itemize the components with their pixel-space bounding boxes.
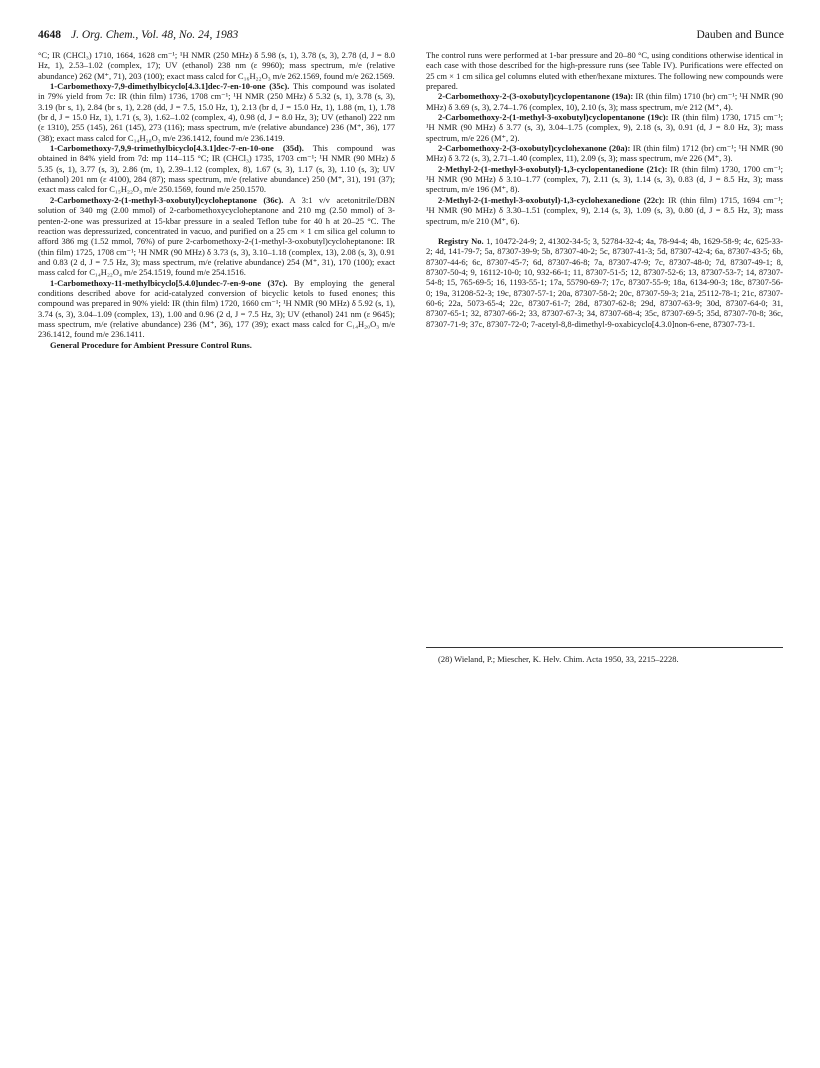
paragraph-compound-35c: 1-Carbomethoxy-7,9-dimethylbicyclo[4.3.1]dec-7-en-10-one (35c). This compound was isolated in 79% yield from 7c: IR (thin film) 1736, 1708 cm⁻¹; ¹H NMR (250 MHz) δ 5.32 (s, 1), 3.78 (s, 3), 3.19 (br s, 1), 2.84 (br s, 1), 2.28 (dd, J = 7.5, 15.0 Hz, 1), 2.13 (br d, J = 15.0 Hz, 1), 1.88 (m, 1), 1.78 (br d, J = 15.0 Hz, 1), 1.71 (s, 3), 1.62–1.02 (complex, 4), 0.98 (d, J = 8.0 Hz, 3); UV (ethanol) 222 nm (ε 1310), 255 (145), 261 (145), 273 (116); mass spectrum, m/e (relative abundance) 236 (M⁺, 36), 177 (38); exact mass calcd for C₁₄H₂₀O₃ m/e 236.1412, found m/e 236.1419. — [38, 81, 395, 143]
compound-title: 2-Carbomethoxy-2-(1-methyl-3-oxobutyl)cycloheptanone (36c). — [50, 194, 284, 205]
right-column — [426, 50, 783, 329]
paragraph-compound-35d: 1-Carbomethoxy-7,9,9-trimethylbicyclo[4.3.1]dec-7-en-10-one (35d). This compound was obtained in 84% yield from 7d: mp 114–115 °C; IR (CHCl₃) 1735, 1703 cm⁻¹; ¹H NMR (90 MHz) δ 5.35 (s, 1), 3.77 (s, 3), 2.86 (m, 1), 2.39–1.12 (complex, 8), 1.67 (s, 3), 1.17 (s, 3), 1.10 (s, 3); UV (ethanol) 201 nm (ε 4100), 284 (87); mass spectrum, m/e (relative abundance) 250 (M⁺, 31), 191 (37); exact mass calcd for C₁₅H₂₂O₃ m/e 250.1569, found m/e 250.1570. — [38, 143, 396, 195]
paragraph-compound-37c: 1-Carbomethoxy-11-methylbicyclo[5.4.0]undec-7-en-9-one (37c). By employing the general conditions described above for acid-catalyzed conversion of bicyclic ketols to fused enones; this compound was prepared in 90% yield: IR (thin film) 1720, 1660 cm⁻¹; ¹H NMR (90 MHz) δ 5.92 (s, 1), 3.74 (s, 3), 3.04–1.09 (complex, 13), 1.00 and 0.96 (2 d, J = 7.5 Hz, 3); UV (ethanol) 241 nm (ε 9645); mass spectrum, m/e (relative abundance) 236 (M⁺, 36), 177 (39); exact mass calcd for C₁₄H₂₀O₃ m/e 236.1412, found m/e 236.1411. — [38, 277, 395, 340]
paragraph-compound-20a: 2-Carbomethoxy-2-(3-oxobutyl)cyclohexanone (20a): IR (thin film) 1712 (br) cm⁻¹; ¹H NMR (90 MHz) δ 3.72 (s, 3), 2.71–1.40 (complex, 11), 2.09 (s, 3); mass spectrum, m/e 226 (M⁺, 3). — [426, 143, 783, 164]
page-header — [38, 29, 784, 45]
paragraph-compound-19a: 2-Carbomethoxy-2-(3-oxobutyl)cyclopentanone (19a): IR (thin film) 1710 (br) cm⁻¹; ¹H NMR (90 MHz) δ 3.69 (s, 3), 2.74–1.76 (complex, 10), 2.10 (s, 3); mass spectrum, m/e 212 (M⁺, 4). — [426, 91, 783, 112]
section-heading: General Procedure for Ambient Pressure Control Runs. — [50, 339, 252, 350]
compound-title: 2-Methyl-2-(1-methyl-3-oxobutyl)-1,3-cyclopentanedione (21c): — [438, 163, 668, 174]
paragraph-compound-36c: 2-Carbomethoxy-2-(1-methyl-3-oxobutyl)cycloheptanone (36c). A 3:1 v/v acetonitrile/DBN solution of 340 mg (2.00 mmol) of 2-carbomethoxycycloheptanone and 210 mg (2.50 mmol) of 3-penten-2-one was pressurized at 15-kbar pressure in a sealed Teflon tube for 40 h at 20–25 °C. The reaction was depressurized, concentrated in vacuo, and purified on a 25 cm × 1 cm silica gel column to afford 386 mg (1.52 mmol, 76%) of pure 2-carbomethoxy-2-(1-methyl-3-oxobutyl)cycloheptanone: IR (thin film) 1725, 1708 cm⁻¹; ¹H NMR (90 MHz) δ 3.73 (s, 3), 3.10–1.18 (complex, 13), 2.08 (s, 3), 0.91 and 0.83 (2 d, J = 7.5 Hz, 3); mass spectrum, m/e (relative abundance) 254 (M⁺, 31), 170 (100); exact mass calcd for C₁₄H₂₂O₄ m/e 254.1519, found m/e 254.1516. — [38, 194, 395, 278]
compound-title: 1-Carbomethoxy-7,9-dimethylbicyclo[4.3.1]dec-7-en-10-one (35c). — [50, 81, 290, 92]
journal-citation: J. Org. Chem., Vol. 48, No. 24, 1983 — [71, 29, 239, 41]
compound-title: 2-Carbomethoxy-2-(3-oxobutyl)cyclopentanone (19a): — [438, 91, 634, 102]
running-authors: Dauben and Bunce — [696, 29, 784, 41]
page-number: 4648 — [38, 29, 61, 41]
paragraph: The control runs were performed at 1-bar pressure and 20–80 °C, using conditions otherwise identical in each case with those described for the high-pressure runs (see Table IV). Purifications were effected on 25 cm × 1 cm silica gel columns eluted with ether/hexane mixtures. The following new compounds were prepared. — [426, 50, 783, 92]
compound-title: 2-Carbomethoxy-2-(1-methyl-3-oxobutyl)cyclopentanone (19c): — [438, 112, 669, 123]
footnote — [426, 654, 783, 664]
paragraph: °C; IR (CHCl₃) 1710, 1664, 1628 cm⁻¹; ¹H NMR (250 MHz) δ 5.98 (s, 1), 3.78 (s, 3), 2.78 (d, J = 8.0 Hz, 1), 2.53–1.02 (complex, 17); UV (ethanol) 238 nm (ε 9960); mass spectrum, m/e (relative abundance) 262 (M⁺, 71), 203 (100); exact mass calcd for C₁₆H₂₂O₃ m/e 262.1569, found m/e 262.1569. — [38, 50, 395, 81]
compound-title: 2-Methyl-2-(1-methyl-3-oxobutyl)-1,3-cyclohexanedione (22c): — [438, 194, 665, 205]
footnote-divider — [426, 647, 783, 648]
registry-label: Registry No. — [438, 235, 484, 246]
registry-numbers: Registry No. 1, 10472-24-9; 2, 41302-34-5; 3, 52784-32-4; 4a, 78-94-4; 4b, 1629-58-9; 4c, 625-33-2; 4d, 141-79-7; 5a, 87307-39-9; 5b, 87307-40-2; 5c, 87307-41-3; 5d, 87307-42-4; 6a, 87307-43-5; 6b, 87307-44-6; 6c, 87307-45-7; 6d, 87307-46-8; 7a, 87307-47-9; 7c, 87307-48-0; 7d, 87307-49-1; 8, 87307-50-4; 9, 16112-10-0; 10, 932-66-1; 11, 87307-51-5; 12, 87307-52-6; 13, 87307-53-7; 14, 87307-54-8; 15, 765-69-5; 16, 1193-55-1; 17a, 55790-69-7; 17c, 87307-55-9; 18a, 6134-90-3; 18c, 87307-56-0; 19a, 31208-52-3; 19c, 87307-57-1; 20a, 87307-58-2; 20c, 87307-59-3; 21a, 25112-78-1; 21c, 87307-60-6; 22a, 5073-65-4; 22c, 87307-61-7; 28d, 87307-62-8; 29d, 87307-63-9; 30d, 87307-64-0; 31, 87307-65-1; 32, 87307-66-2; 33, 87307-67-3; 34, 87307-68-4; 35c, 87307-69-5; 35d, 87307-70-8; 36c, 87307-71-9; 37c, 87307-72-0; 7-acetyl-8,8-dimethyl-9-oxabicyclo[4.3.0]non-6-ene, 87307-73-1. — [426, 235, 783, 329]
compound-title: 1-Carbomethoxy-7,9,9-trimethylbicyclo[4.3.1]dec-7-en-10-one (35d). — [50, 143, 304, 154]
footnote-28: (28) Wieland, P.; Miescher, K. Helv. Chim. Acta 1950, 33, 2215–2228. — [438, 654, 679, 664]
compound-title: 2-Carbomethoxy-2-(3-oxobutyl)cyclohexanone (20a): — [438, 143, 631, 154]
paragraph-compound-22c: 2-Methyl-2-(1-methyl-3-oxobutyl)-1,3-cyclohexanedione (22c): IR (thin film) 1715, 1694 cm⁻¹; ¹H NMR (90 MHz) δ 3.30–1.51 (complex, 9), 2.14 (s, 3), 1.09 (s, 3), 0.80 (d, J = 8.5 Hz, 3); mass spectrum, m/e 210 (M⁺, 6). — [426, 194, 783, 226]
paragraph-compound-21c: 2-Methyl-2-(1-methyl-3-oxobutyl)-1,3-cyclopentanedione (21c): IR (thin film) 1730, 1700 cm⁻¹; ¹H NMR (90 MHz) δ 3.10–1.77 (complex, 7), 2.11 (s, 3), 1.14 (s, 3), 0.83 (d, J = 8.5 Hz, 3); mass spectrum, m/e 196 (M⁺, 8). — [426, 163, 783, 195]
left-column — [38, 50, 395, 350]
compound-title: 1-Carbomethoxy-11-methylbicyclo[5.4.0]undec-7-en-9-one (37c). — [50, 277, 288, 288]
paragraph-compound-19c: 2-Carbomethoxy-2-(1-methyl-3-oxobutyl)cyclopentanone (19c): IR (thin film) 1730, 1715 cm⁻¹; ¹H NMR (90 MHz) δ 3.77 (s, 3), 3.04–1.75 (complex, 9), 2.18 (s, 3), 0.91 (d, J = 8.0 Hz, 3); mass spectrum, m/e 226 (M⁺, 2). — [426, 112, 783, 143]
